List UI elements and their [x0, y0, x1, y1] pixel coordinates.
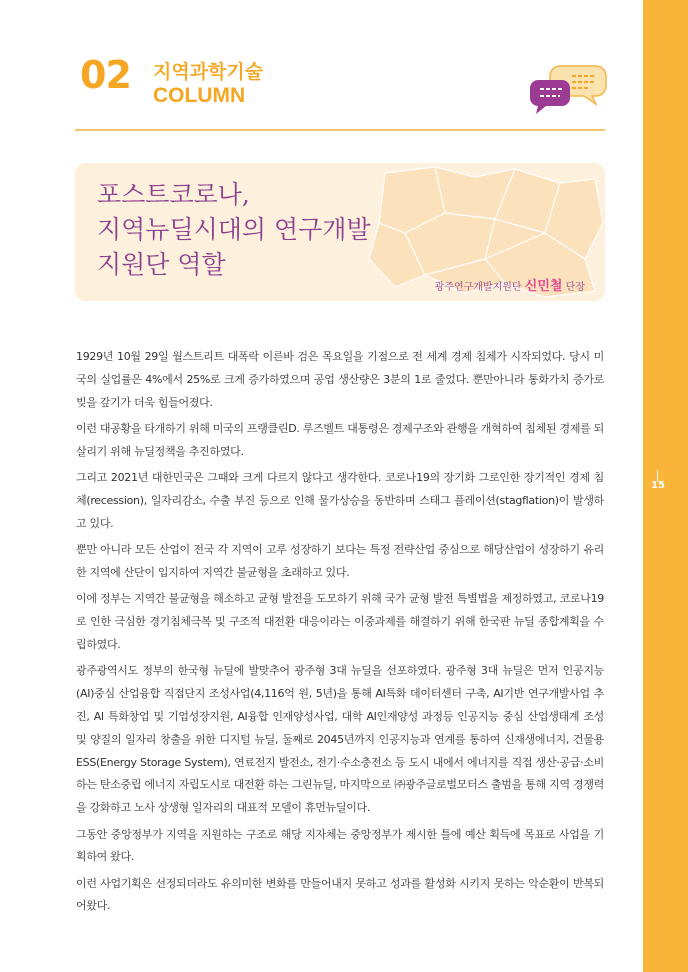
section-title-kr: 지역과학기술: [153, 61, 264, 83]
author-byline: [435, 275, 585, 294]
author-name: 신민철: [524, 279, 563, 294]
author-title: 단장: [565, 282, 585, 293]
section-title-en: COLUMN: [153, 84, 246, 107]
article-title: [97, 177, 371, 282]
body-paragraph: 광주광역시도 정부의 한국형 뉴딜에 발맞추어 광주형 3대 뉴딜을 선포하였다. 광주형 3대 뉴딜은 먼저 인공지능(AI)중심 산업융합 직접단지 조성사업(4,116억 원, 5년)을 통해 AI특화 데이터센터 구축, AI기반 연구개발사업 추진, AI 특화창업 및 기업성장지원, AI융합 인재양성사업, 대학 AI인재양성 과정등 인공지능 중심 산업생태계 조성 및 양질의 일자리 창출을 위한 디지털 뉴딜, 둘째로 2045년까지 인공지능과 연계를 통하여 신재생에너지, 건물용 ESS(Energy Storage System), 연료전지 발전소, 전기·수소충전소 등 도시 내에서 에너지를 직접 생산·공급·소비하는 탄소중립 에너지 자립도시로 대전환 하는 그린뉴딜, 마지막으로 ㈜광주글로벌모터스 출범을 통해 지역 경쟁력을 강화하고 노사 상생형 일자리의 대표적 모델이 휴먼뉴딜이다.: [76, 664, 604, 815]
author-organization: 광주연구개발지원단: [434, 282, 522, 293]
body-paragraph: 뿐만 아니라 모든 산업이 전국 각 지역이 고루 성장하기 보다는 특정 전략산업 중심으로 해당산업이 성장하기 유리한 지역에 산단이 입지하여 지역간 불균형을 초래하고 있다.: [76, 543, 604, 579]
body-paragraph: 그리고 2021년 대한민국은 그때와 크게 다르지 않다고 생각한다. 코로나19의 장기화 그로인한 장기적인 경제 침체(recession), 일자리감소, 수출 부진 등으로 인해 물가상승을 동반하며 스태그 플레이션(stagflation)이 발생하고 있다.: [76, 471, 604, 530]
page-number: 15: [651, 480, 665, 491]
body-paragraph: 이에 정부는 지역간 불균형을 해소하고 균형 발전을 도모하기 위해 국가 균형 발전 특별법을 제정하였고, 코로나19로 인한 극심한 경기침체극복 및 구조적 대전환 대응이라는 이중과제를 해결하기 위해 한국판 뉴딜 종합계획을 수립하였다.: [76, 592, 604, 651]
speech-bubbles-icon: [526, 60, 608, 116]
title-banner: [75, 163, 605, 301]
article-title-line: 지원단 역할: [97, 250, 226, 279]
body-paragraph: 이런 대공황을 타개하기 위해 미국의 프랭클린D. 루즈벨트 대통령은 경제구조와 관행을 개혁하여 침체된 경제를 되살리기 위해 뉴딜정책을 추진하였다.: [76, 421, 604, 458]
side-tab: [643, 0, 688, 972]
body-paragraph: 이런 사업기획은 선정되더라도 유의미한 변화를 만들어내지 못하고 성과를 활성화 시키지 못하는 악순환이 반복되어왔다.: [76, 876, 604, 913]
article-title-line: 포스트코로나,: [97, 180, 250, 209]
header-divider: [75, 129, 605, 131]
body-paragraph: 1929년 10월 29일 월스트리트 대폭락 이른바 검은 목요일을 기점으로 전 세계 경제 침체가 시작되었다. 당시 미국의 실업률은 4%에서 25%로 크게 증가하였으며 공업 생산량은 3분의 1로 줄었다. 뿐만아니라 통화가치 증가로 빚을 갚기가 더욱 힘들어졌다.: [76, 350, 604, 409]
body-paragraph: 그동안 중앙정부가 지역을 지원하는 구조로 해당 지자체는 중앙정부가 제시한 틀에 예산 획득에 목표로 사업을 기획하여 왔다.: [76, 827, 604, 864]
article-body: [76, 346, 604, 922]
side-publication-label: 전국연구개발지원단 ISSUE & FOCUS: [14, 756, 24, 915]
side-section-label: 02 지역과학기술 COLUMN: [14, 52, 24, 166]
section-number: 02: [80, 53, 131, 97]
article-title-line: 지역뉴딜시대의 연구개발: [97, 215, 371, 244]
